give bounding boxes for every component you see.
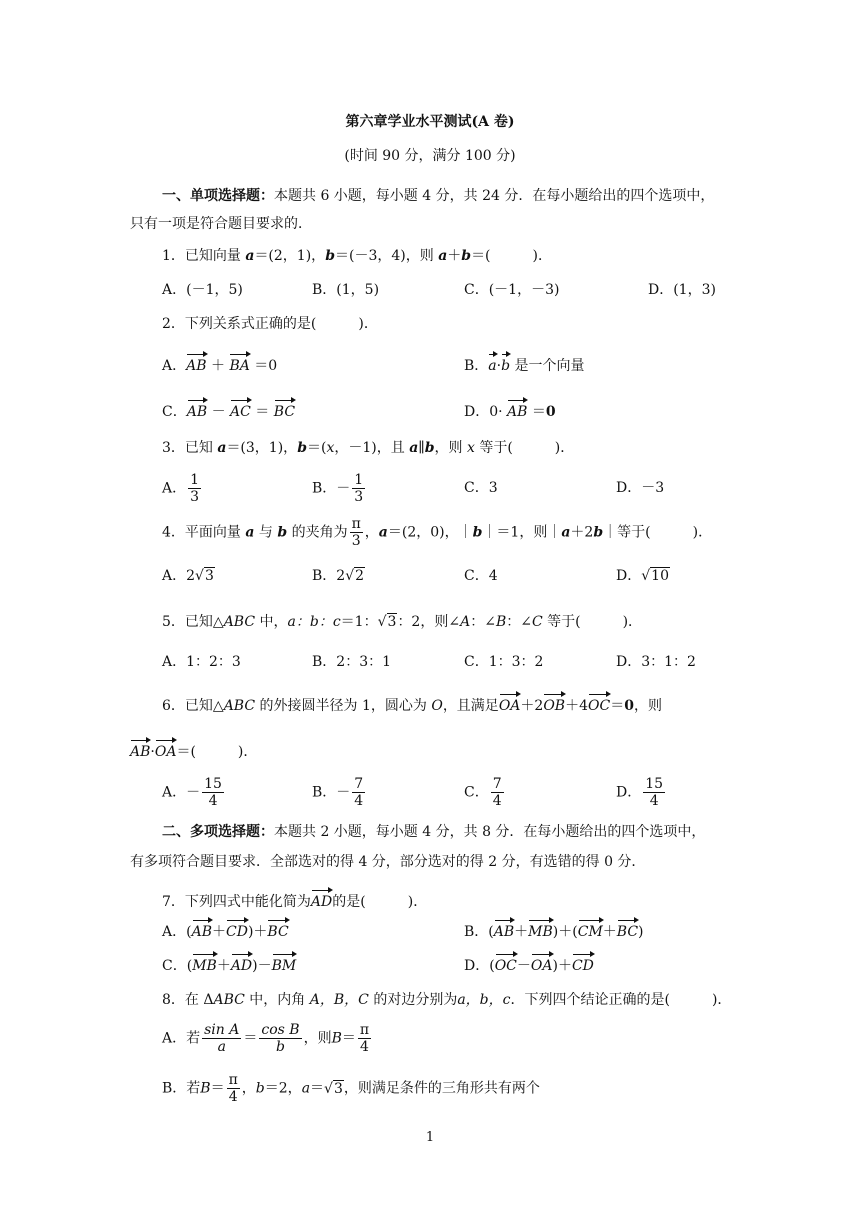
vector: AB (494, 918, 514, 942)
side-b: b (255, 1080, 265, 1097)
denominator: 4 (354, 793, 364, 809)
vector: BC (274, 398, 295, 422)
q1-vec-a: a (245, 248, 255, 264)
section2-heading: 二、多项选择题： (162, 824, 274, 840)
q2-option-b (464, 352, 585, 376)
option-text: ，则满足条件的三角形共有两个 (343, 1080, 540, 1097)
q5-stem (162, 612, 642, 632)
q5-angle: B (495, 614, 507, 630)
vector: OC (495, 952, 517, 976)
vector: OA (531, 952, 553, 976)
fraction (227, 1072, 240, 1105)
q5-text: 中， (255, 614, 288, 630)
q7-text: 的是( )． (332, 894, 428, 910)
q1-vec-b: b (325, 248, 335, 264)
q6-text: ＝( )． (176, 744, 258, 760)
q3-text: ，－1)，且 (334, 440, 410, 456)
operator: )－ (252, 958, 272, 974)
q1-option-b: B．(1，5) (312, 282, 380, 298)
q5-ratio: a：b：c (287, 614, 341, 630)
q7-text: 7．下列四式中能化简为 (162, 894, 311, 910)
q8-angles: A，B，C (309, 992, 369, 1008)
section1-line2: 只有一项是符合题目要求的． (130, 216, 312, 232)
q2-option-a (162, 352, 277, 376)
operator: ＋2 (520, 698, 544, 714)
fraction (259, 1022, 301, 1055)
zero-vector: 0 (545, 404, 556, 420)
side-a: a (301, 1080, 311, 1097)
q1-text: ＋ (447, 248, 462, 264)
q3-vec-b: b (424, 440, 435, 456)
q7-stem (162, 888, 427, 912)
q3-option-d: D．－3 (616, 480, 665, 496)
coefficient: 2 (186, 568, 196, 584)
q4-vec-b: b (277, 524, 288, 541)
q6-text: 的外接圆半径为 1，圆心为 (255, 698, 432, 714)
q3-option-c: C．3 (464, 480, 498, 496)
operator: · (496, 358, 502, 374)
option-label: D． (616, 568, 642, 584)
option-label: A．若 (162, 1030, 201, 1047)
q6-option-d (616, 776, 667, 809)
numerator: sin A (204, 1022, 240, 1038)
operator: ＝ (341, 1030, 356, 1047)
q8-text: 中，内角 (244, 992, 310, 1008)
numerator: 1 (354, 472, 364, 488)
vector: CD (572, 952, 594, 976)
option-text: ＝2， (264, 1080, 302, 1097)
q4-text: 4．平面向量 (162, 524, 246, 541)
operator: ＋4 (565, 698, 589, 714)
denominator: 4 (228, 1089, 238, 1105)
page-subtitle: (时间 90 分，满分 100 分) (344, 148, 516, 164)
operator: ＝ (250, 404, 274, 420)
sqrt: √10 (641, 568, 669, 584)
q2-option-c (162, 398, 295, 422)
option-label: B． (312, 568, 337, 584)
q5-option-b: B．2：3：1 (312, 654, 392, 670)
q4-option-b (312, 566, 365, 586)
fraction (202, 776, 224, 809)
q1-text: ＝( )． (471, 248, 552, 264)
option-label: D． (464, 958, 490, 974)
operator: ＋ (514, 924, 529, 940)
option-label: C． (162, 958, 187, 974)
q4-stem (162, 516, 712, 549)
fraction (643, 776, 665, 809)
option-label: A．－ (162, 784, 201, 801)
section2-text1: 本题共 2 小题，每小题 4 分，共 8 分．在每小题给出的四个选项中， (274, 824, 706, 840)
sqrt: √2 (345, 568, 365, 584)
numerator: cos B (261, 1022, 300, 1038)
vector: OA (499, 692, 521, 716)
vector: BA (229, 352, 249, 376)
operator: ＋ (206, 358, 230, 374)
section2-line1 (162, 822, 705, 842)
numerator: π (228, 1072, 238, 1088)
q8-option-b (162, 1072, 540, 1105)
q5-angle: C (531, 614, 543, 630)
denominator: 4 (208, 793, 218, 809)
vector: OA (155, 738, 177, 762)
zero-vector: 0 (624, 698, 634, 714)
q1-text: ＝(2，1)， (254, 248, 326, 264)
section1-heading: 一、单项选择题： (162, 188, 274, 204)
option-label: A． (162, 568, 187, 584)
q6-triangle: ABC (223, 698, 256, 714)
q4-vec-b: b (593, 524, 604, 541)
vector: AB (187, 398, 207, 422)
option-text: ，则 (303, 1030, 332, 1047)
q5-triangle: ABC (223, 614, 256, 630)
q4-vec-a: a (561, 524, 571, 541)
vector: MB (528, 918, 553, 942)
sqrt: √3 (377, 614, 397, 630)
fraction (358, 1022, 371, 1055)
q3-stem (162, 438, 574, 458)
q1-option-d: D．(1，3) (648, 282, 716, 298)
q4-text: ， (364, 524, 379, 541)
operator: ＋ (212, 924, 226, 940)
q7-option-a (162, 918, 289, 942)
q6-option-b (312, 776, 367, 809)
option-label: C． (162, 404, 187, 420)
numerator: π (351, 516, 361, 532)
q6-text: ，且满足 (442, 698, 499, 714)
q1-vec-a: a (438, 248, 448, 264)
q6-stem-line2 (130, 738, 257, 762)
q7-option-c (162, 952, 296, 976)
option-text: 是一个向量 (510, 358, 585, 374)
q3-text: 等于( )． (474, 440, 575, 456)
q3-vec-b: b (297, 440, 307, 456)
option-label: B．－ (312, 784, 351, 801)
option-text: ， (241, 1080, 256, 1097)
vector: AB (192, 918, 212, 942)
vector: AD (231, 952, 252, 976)
q5-text: ＝1： (340, 614, 378, 630)
radicand: 3 (387, 614, 397, 630)
denominator: b (275, 1039, 285, 1055)
vector: CD (226, 918, 248, 942)
paren: ) (638, 924, 644, 940)
sqrt: √3 (195, 568, 214, 584)
section1-text1: 本题共 6 小题，每小题 4 分，共 24 分．在每小题给出的四个选项中， (274, 188, 715, 204)
operator: ＋ (602, 924, 617, 940)
page-title: 第六章学业水平测试(A 卷) (345, 114, 515, 130)
radicand: 10 (651, 568, 669, 584)
q3-option-a (162, 472, 203, 505)
option-label: D． (616, 784, 642, 801)
vector: OC (588, 692, 610, 716)
q6-center: O (431, 698, 443, 714)
q4-vec-a: a (378, 524, 388, 541)
option-label: B． (464, 924, 489, 940)
fraction (350, 516, 363, 549)
paren: ( (489, 958, 495, 974)
option-label: A． (162, 480, 187, 497)
vector: BC (267, 918, 288, 942)
vector: MB (192, 952, 217, 976)
paren: ( (186, 924, 192, 940)
q5-text: 5．已知△ (162, 614, 224, 630)
q7-option-b (464, 918, 644, 942)
q5-text: ：2，则∠ (397, 614, 461, 630)
q3-text: ＝( (306, 440, 327, 456)
vector: AB (186, 352, 206, 376)
denominator: 4 (360, 1039, 369, 1055)
numerator: 1 (190, 472, 200, 488)
angle-b: B (200, 1080, 211, 1097)
q6-text: ＝ (610, 698, 625, 714)
q8-sides: a，b，c (457, 992, 511, 1008)
operator: )＋( (552, 924, 578, 940)
q6-option-a (162, 776, 226, 809)
option-text: ＝0 (249, 358, 278, 374)
operator: － (207, 404, 231, 420)
q7-option-d (464, 952, 594, 976)
q5-text: 等于( )． (542, 614, 643, 630)
q3-option-b (312, 472, 367, 505)
operator: － (516, 958, 531, 974)
q3-text: ∥ (418, 440, 425, 456)
operator: ＝ (310, 1080, 325, 1097)
q4-text: ｜等于( )． (603, 524, 713, 541)
operator: ＝ (243, 1030, 258, 1047)
q8-text: 的对边分别为 (368, 992, 458, 1008)
denominator: 3 (190, 489, 200, 505)
denominator: 4 (492, 793, 502, 809)
vector: AD (311, 888, 332, 912)
paren: ( (488, 924, 494, 940)
page-number: 1 (425, 1130, 435, 1145)
operator: ＝ (210, 1080, 225, 1097)
coefficient: 2 (336, 568, 346, 584)
q1-text: 1．已知向量 (162, 248, 246, 264)
radicand: 3 (333, 1080, 343, 1097)
q1-vec-b: b (461, 248, 472, 264)
q2-stem: 2．下列关系式正确的是( )． (162, 316, 378, 332)
numerator: 7 (492, 776, 502, 792)
vector: OB (543, 692, 565, 716)
q1-text: ＝(－3，4)，则 (334, 248, 439, 264)
vector: CM (578, 918, 603, 942)
fraction (491, 776, 504, 809)
radicand: 3 (204, 568, 214, 584)
q4-vec-a: a (245, 524, 255, 541)
q6-stem (162, 692, 662, 716)
sqrt: √3 (324, 1080, 343, 1097)
option-label: C． (464, 784, 489, 801)
fraction (202, 1022, 241, 1055)
q5-text: ：∠ (506, 614, 532, 630)
q3-text: 3．已知 (162, 440, 218, 456)
vector: BM (272, 952, 297, 976)
denominator: 4 (649, 793, 659, 809)
q3-var-x: x (326, 440, 335, 456)
q4-option-d (616, 566, 670, 586)
q3-var-x: x (466, 440, 475, 456)
numerator: 15 (645, 776, 664, 792)
q4-text: ＝(2，0)，｜ (387, 524, 473, 541)
numerator: π (359, 1022, 370, 1038)
q5-option-a: A．1：2：3 (162, 654, 241, 670)
fraction (188, 472, 201, 505)
q5-option-d: D．3：1：2 (616, 654, 696, 670)
q4-vec-b: b (472, 524, 483, 541)
q1-option-a: A．(－1，5) (162, 282, 243, 298)
angle-b: B (331, 1030, 342, 1047)
fraction (352, 472, 365, 505)
q8-stem (162, 990, 731, 1010)
numerator: 15 (204, 776, 222, 792)
q8-option-a (162, 1022, 373, 1055)
q5-text: ：∠ (470, 614, 496, 630)
vector: AC (230, 398, 251, 422)
q4-option-c: C．4 (464, 568, 498, 584)
q4-option-a (162, 566, 215, 586)
operator: ＋ (216, 958, 231, 974)
operator: )＋ (552, 958, 572, 974)
numerator: 7 (354, 776, 364, 792)
section2-line2: 有多项符合题目要求．全部选对的得 4 分，部分选对的得 2 分，有选错的得 0 分． (130, 854, 646, 870)
q6-option-c (464, 776, 506, 809)
q4-text: 的夹角为 (287, 524, 348, 541)
q4-text: 与 (254, 524, 278, 541)
operator: )＋ (247, 924, 268, 940)
q3-text: ＝(3，1)， (226, 440, 298, 456)
q8-text: ．下列四个结论正确的是( )． (510, 992, 732, 1008)
q3-vec-a: a (409, 440, 419, 456)
q4-text: ｜＝1，则｜ (482, 524, 562, 541)
paren: ( (186, 958, 193, 974)
operator: · (150, 744, 155, 760)
q3-vec-a: a (217, 440, 227, 456)
option-label: A． (162, 924, 187, 940)
section1-line1 (162, 186, 714, 206)
q8-triangle: ABC (213, 992, 245, 1008)
q4-text: ＋2 (570, 524, 594, 541)
fraction (352, 776, 365, 809)
option-label: A． (162, 358, 187, 374)
q1-stem (162, 246, 552, 266)
option-text: ＝ (527, 404, 546, 420)
radicand: 2 (355, 568, 365, 584)
option-label: B．若 (162, 1080, 201, 1097)
q5-option-c: C．1：3：2 (464, 654, 544, 670)
vector: AB (130, 738, 150, 762)
q8-text: 8．在 Δ (162, 992, 214, 1008)
vector: AB (507, 398, 527, 422)
q6-text: 6．已知△ (162, 698, 224, 714)
vector: b (501, 352, 510, 376)
vector: a (488, 352, 496, 376)
vector: BC (617, 918, 638, 942)
option-label: B． (464, 358, 489, 374)
denominator: a (217, 1039, 226, 1055)
q6-text: ，则 (633, 698, 662, 714)
option-label: B．－ (312, 480, 351, 497)
denominator: 3 (351, 533, 361, 549)
q3-text: ，则 (434, 440, 467, 456)
q1-option-c: C．(－1，－3) (464, 282, 560, 298)
option-label: D．0· (464, 404, 508, 420)
q2-option-d (464, 398, 556, 422)
q5-angle: A (460, 614, 471, 630)
denominator: 3 (354, 489, 364, 505)
